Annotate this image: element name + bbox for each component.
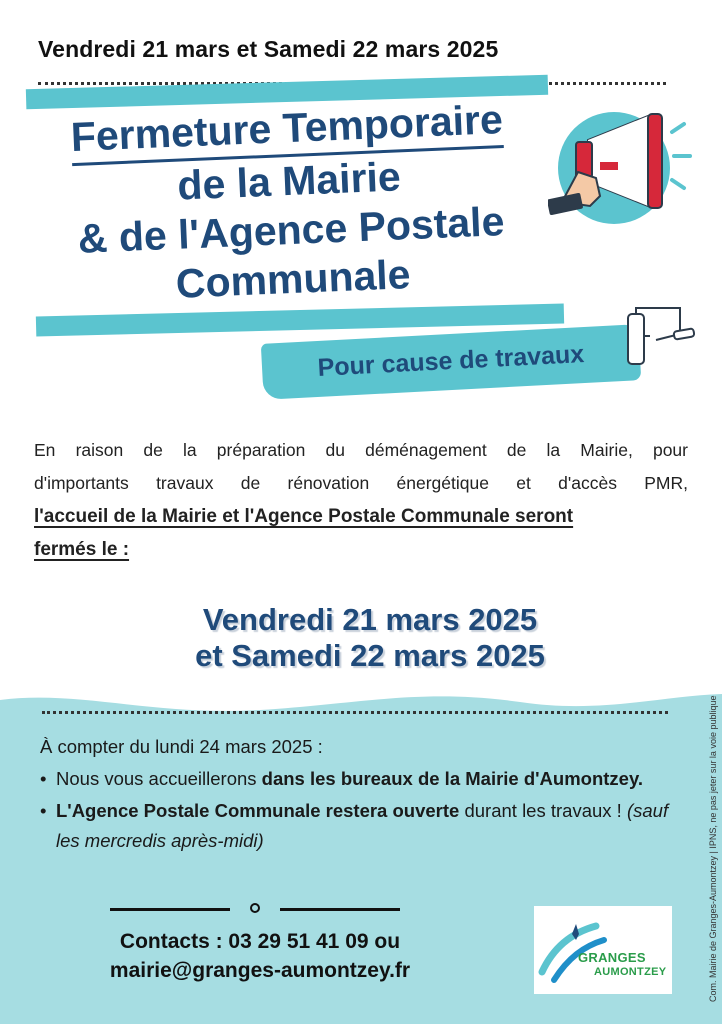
reason-banner	[261, 324, 641, 400]
body-line-1: En raison de la préparation du déménagement de la Mairie, pour	[34, 440, 688, 460]
info-item-2-bold: L'Agence Postale Communale restera ouverte	[56, 800, 460, 821]
dotted-divider-middle	[42, 711, 668, 714]
body-bold-line-2: fermés le :	[34, 539, 130, 560]
title-line-1: Fermeture Temporaire	[70, 95, 504, 166]
logo-text-granges: GRANGES	[578, 950, 646, 965]
info-section	[40, 734, 680, 858]
info-item-1-text: Nous vous accueillerons	[56, 768, 262, 789]
contact-email[interactable]: mairie@granges-aumontzey.fr	[109, 959, 411, 982]
contact-phone: Contacts : 03 29 51 41 09 ou	[119, 930, 401, 953]
title-line-3: & de l'Agence Postale	[76, 198, 506, 262]
megaphone-icon	[548, 110, 698, 230]
info-item-1-bold: dans les bureaux de la Mairie d'Aumontzey.	[261, 768, 644, 789]
body-bold-line-1: l'accueil de la Mairie et l'Agence Postale Communale seront	[34, 506, 574, 527]
title-line-2: de la Mairie	[176, 153, 402, 209]
header-date: Vendredi 21 mars et Samedi 22 mars 2025	[38, 36, 499, 62]
info-intro: À compter du lundi 24 mars 2025 :	[40, 736, 323, 757]
info-item-2-text: durant les travaux !	[459, 800, 627, 821]
main-title	[16, 93, 564, 315]
granges-aumontzey-logo	[534, 906, 672, 994]
info-item-1	[40, 764, 680, 794]
body-line-2: d'importants travaux de rénovation énergétique et d'accès PMR,	[34, 473, 688, 493]
separator-left	[110, 908, 230, 911]
paint-roller-icon	[620, 306, 700, 386]
separator-dot	[250, 903, 260, 913]
logo-text-aumontzey: AUMONTZEY	[594, 966, 667, 978]
vertical-footer-note: Com. Mairie de Granges-Aumontzey | IPNS, ne pas jeter sur la voie publique	[708, 695, 718, 1002]
closure-date-2: et Samedi 22 mars 2025	[195, 638, 545, 673]
info-list	[40, 764, 680, 856]
info-item-2	[40, 796, 680, 856]
title-line-4: Communale	[174, 251, 412, 307]
body-paragraph	[34, 434, 688, 566]
separator-right	[280, 908, 400, 911]
closure-date-1: Vendredi 21 mars 2025	[202, 602, 538, 637]
info-item-2-italic: (sauf les mercredis après-midi)	[56, 800, 669, 851]
banner-text: Pour cause de travaux	[316, 340, 585, 382]
